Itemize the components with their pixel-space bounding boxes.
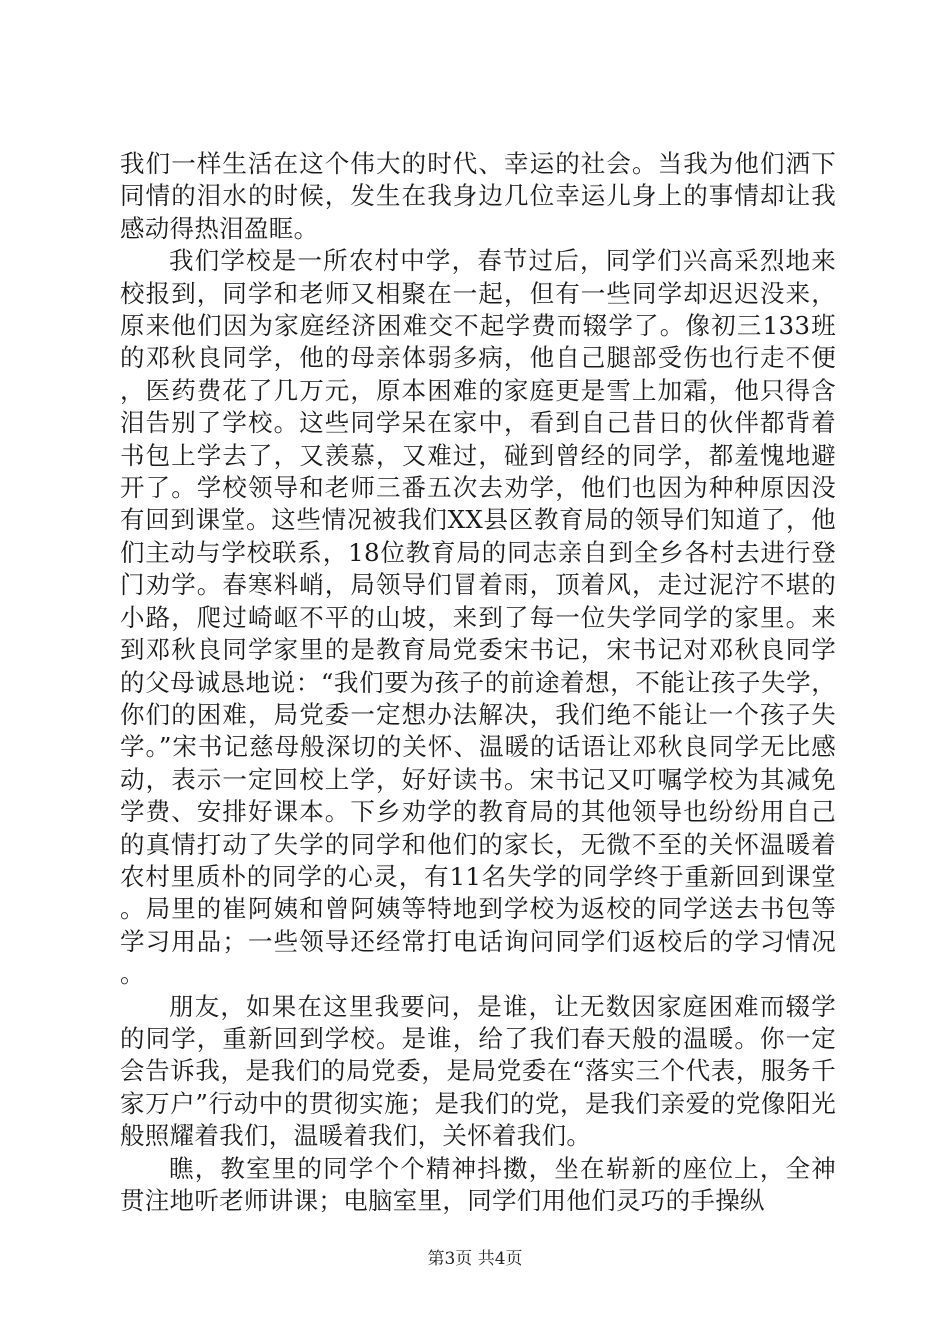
page-number-footer: 第3页 共4页 bbox=[427, 1249, 523, 1269]
paragraph-1: 我们一样生活在这个伟大的时代、幸运的社会。当我为他们洒下同情的泪水的时候，发生在我身边几位幸运儿身上的事情却让我感动得热泪盈眶。 bbox=[120, 149, 836, 243]
paragraph-2: 我们学校是一所农村中学，春节过后，同学们兴高采烈地来校报到，同学和老师又相聚在一起，但有一些同学却迟迟没来，原来他们因为家庭经济困难交不起学费而辍学了。像初三133班的邓秋良同学，他的母亲体弱多病，他自己腿部受伤也行走不便，医药费花了几万元，原本困难的家庭更是雪上加霜，他只得含泪告别了学校。这些同学呆在家中，看到自己昔日的伙伴都背着书包上学去了，又羡慕，又难过，碰到曾经的同学，都羞愧地避开了。学校领导和老师三番五次去劝学，他们也因为种种原因没有回到课堂。这些情况被我们XX县区教育局的领导们知道了，他们主动与学校联系，18位教育局的同志亲自到全乡各村去进行登门劝学。春寒料峭，局领导们冒着雨，顶着风，走过泥泞不堪的小路，爬过崎岖不平的山坡，来到了每一位失学同学的家里。来到邓秋良同学家里的是教育局党委宋书记，宋书记对邓秋良同学的父母诚恳地说：“我们要为孩子的前途着想，不能让孩子失学，你们的困难，局党委一定想办法解决，我们绝不能让一个孩子失学。”宋书记慈母般深切的关怀、温暖的话语让邓秋良同学无比感动，表示一定回校上学，好好读书。宋书记又叮嘱学校为其减免学费、安排好课本。下乡劝学的教育局的其他领导也纷纷用自己的真情打动了失学的同学和他们的家长，无微不至的关怀温暖着农村里质朴的同学的心灵，有11名失学的同学终于重新回到课堂。局里的崔阿姨和曾阿姨等特地到学校为返校的同学送去书包等学习用品；一些领导还经常打电话询问同学们返校后的学习情况。 bbox=[120, 246, 836, 989]
body-text bbox=[120, 148, 836, 1217]
paragraph-4: 瞧，教室里的同学个个精神抖擞，坐在崭新的座位上，全神贯注地听老师讲课；电脑室里，同学们用他们灵巧的手操纵 bbox=[120, 1153, 836, 1215]
paragraph-3: 朋友，如果在这里我要问，是谁，让无数因家庭困难而辍学的同学，重新回到学校。是谁，给了我们春天般的温暖。你一定会告诉我，是我们的局党委，是局党委在“落实三个代表，服务千家万户”行动中的贯彻实施；是我们的党，是我们亲爱的党像阳光般照耀着我们，温暖着我们，关怀着我们。 bbox=[120, 991, 836, 1151]
